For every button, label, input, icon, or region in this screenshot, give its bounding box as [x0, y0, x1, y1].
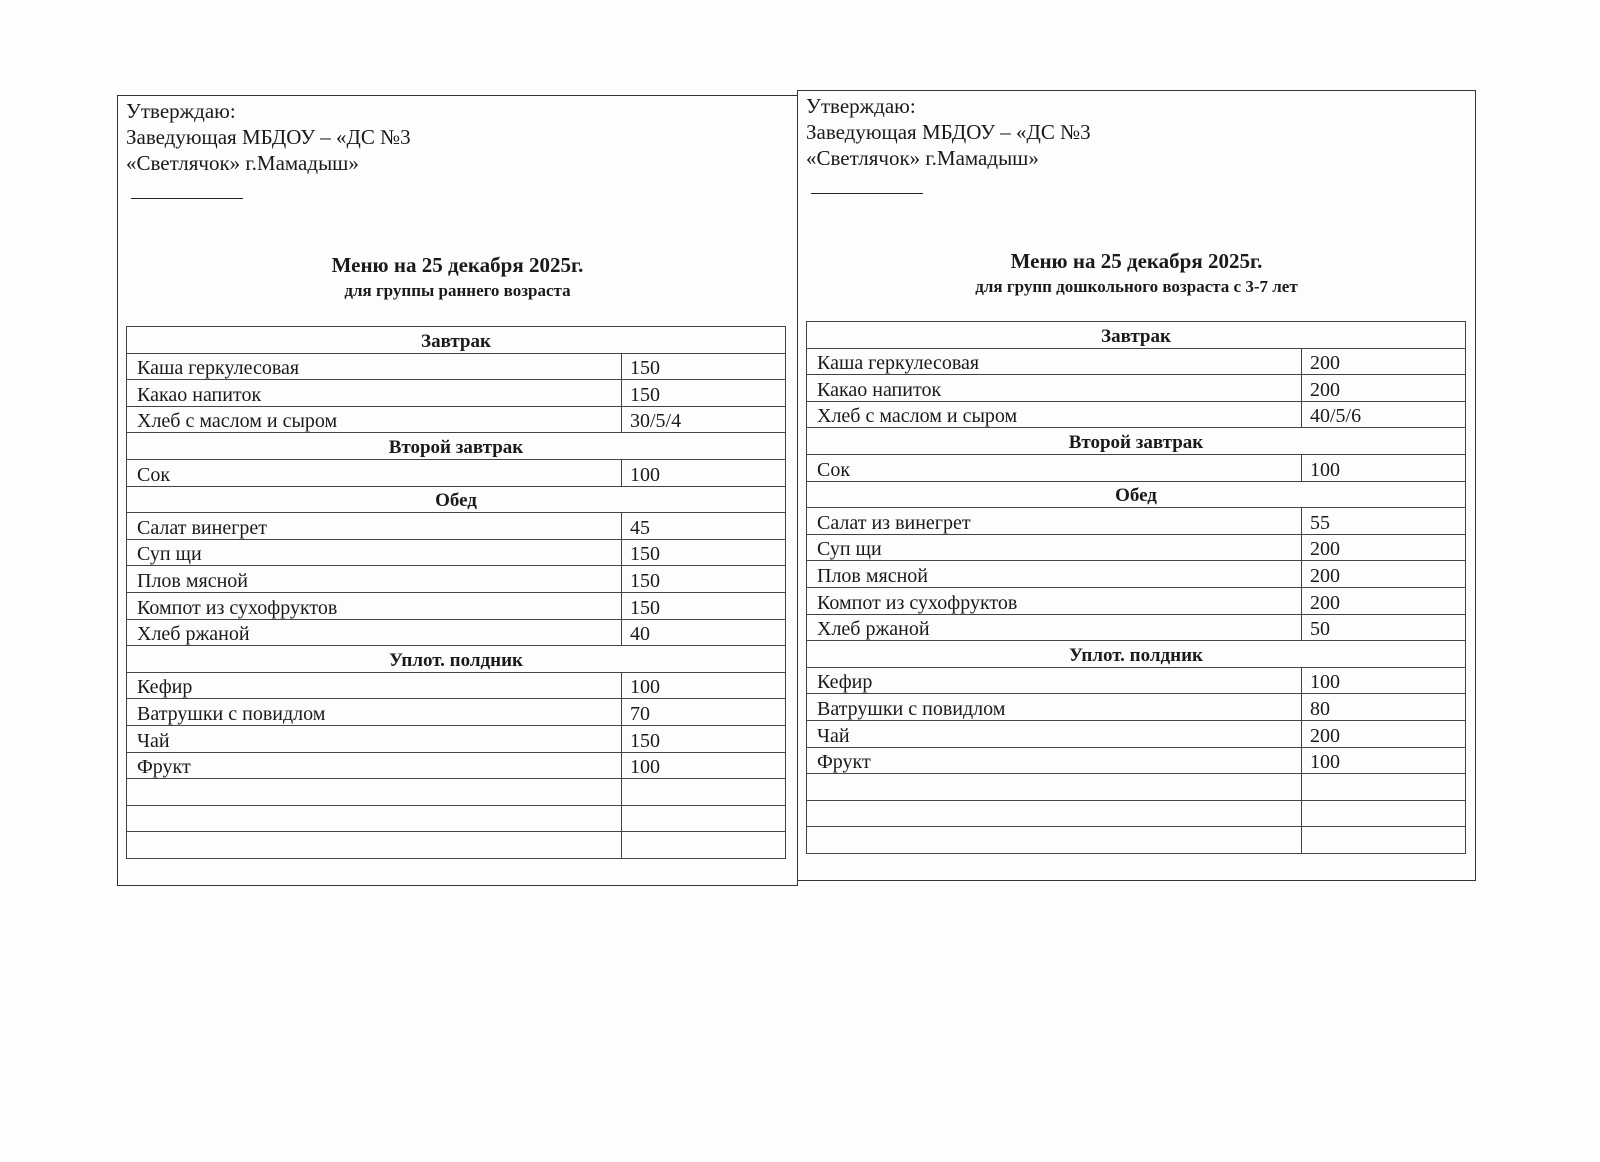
- table-row: [127, 832, 786, 859]
- portion-value: 100: [622, 672, 786, 699]
- table-row: [807, 348, 1466, 375]
- portion-value: 200: [1302, 561, 1466, 588]
- table-row: [127, 353, 786, 380]
- menu-table: [126, 326, 786, 859]
- table-row: [807, 774, 1466, 801]
- dish-name: Хлеб с маслом и сыром: [127, 406, 622, 433]
- dish-name: Чай: [127, 725, 622, 752]
- dish-name: Ватрушки с повидлом: [127, 699, 622, 726]
- section-row: [807, 641, 1466, 668]
- approval-block: [126, 98, 411, 176]
- dish-name: Плов мясной: [127, 566, 622, 593]
- portion-value: 200: [1302, 587, 1466, 614]
- approval-line: «Светлячок» г.Мамадыш»: [806, 146, 1039, 170]
- section-heading: Второй завтрак: [127, 433, 786, 460]
- dish-name: Компот из сухофруктов: [127, 592, 622, 619]
- section-heading: Уплот. полдник: [807, 641, 1466, 668]
- menu-preschool: [797, 90, 1476, 881]
- approval-line: Заведующая МБДОУ – «ДС №3: [806, 120, 1091, 144]
- portion-value: 150: [622, 725, 786, 752]
- dish-name: Плов мясной: [807, 561, 1302, 588]
- dish-name: Сок: [127, 459, 622, 486]
- portion-value: 55: [1302, 508, 1466, 535]
- signature-line: [811, 193, 923, 194]
- table-row: [127, 699, 786, 726]
- dish-name: Фрукт: [807, 747, 1302, 774]
- portion-value: 40/5/6: [1302, 401, 1466, 428]
- portion-value: 80: [1302, 694, 1466, 721]
- section-heading: Завтрак: [127, 327, 786, 354]
- portion-value: 100: [1302, 667, 1466, 694]
- dish-name: Каша геркулесовая: [807, 348, 1302, 375]
- table-row: [807, 747, 1466, 774]
- portion-value: 100: [622, 752, 786, 779]
- table-row: [807, 375, 1466, 402]
- menu-subtitle: для группы раннего возраста: [344, 281, 571, 300]
- section-row: [807, 322, 1466, 349]
- section-row: [807, 428, 1466, 455]
- table-row: [807, 508, 1466, 535]
- dish-name: Хлеб с маслом и сыром: [807, 401, 1302, 428]
- section-heading: Завтрак: [807, 322, 1466, 349]
- section-row: [127, 327, 786, 354]
- table-row: [127, 725, 786, 752]
- table-row: [807, 401, 1466, 428]
- table-row: [127, 672, 786, 699]
- table-row: [807, 694, 1466, 721]
- portion-value: 200: [1302, 348, 1466, 375]
- approval-line: Утверждаю:: [126, 99, 236, 123]
- section-row: [127, 486, 786, 513]
- portion-value: 50: [1302, 614, 1466, 641]
- dish-name: Какао напиток: [127, 380, 622, 407]
- portion-value: 70: [622, 699, 786, 726]
- dish-name: Чай: [807, 720, 1302, 747]
- dish-name: Кефир: [127, 672, 622, 699]
- approval-line: Утверждаю:: [806, 94, 916, 118]
- dish-name: [127, 832, 622, 859]
- table-row: [807, 561, 1466, 588]
- dish-name: Хлеб ржаной: [127, 619, 622, 646]
- portion-value: 100: [1302, 454, 1466, 481]
- portion-value: 40: [622, 619, 786, 646]
- portion-value: [1302, 774, 1466, 801]
- portion-value: 150: [622, 353, 786, 380]
- table-row: [127, 539, 786, 566]
- section-row: [127, 433, 786, 460]
- menu-table: [806, 321, 1466, 854]
- portion-value: 200: [1302, 720, 1466, 747]
- portion-value: [1302, 800, 1466, 827]
- table-row: [807, 587, 1466, 614]
- section-row: [807, 481, 1466, 508]
- portion-value: 100: [622, 459, 786, 486]
- table-row: [127, 779, 786, 806]
- dish-name: [127, 805, 622, 832]
- table-row: [127, 406, 786, 433]
- approval-line: Заведующая МБДОУ – «ДС №3: [126, 125, 411, 149]
- dish-name: Какао напиток: [807, 375, 1302, 402]
- section-row: [127, 646, 786, 673]
- dish-name: Хлеб ржаной: [807, 614, 1302, 641]
- dish-name: Кефир: [807, 667, 1302, 694]
- portion-value: 100: [1302, 747, 1466, 774]
- section-heading: Обед: [807, 481, 1466, 508]
- dish-name: [807, 827, 1302, 854]
- dish-name: Сок: [807, 454, 1302, 481]
- table-row: [127, 752, 786, 779]
- dish-name: [807, 800, 1302, 827]
- menu-subtitle: для групп дошкольного возраста с 3-7 лет: [975, 277, 1298, 296]
- menu-early-age: [117, 95, 798, 886]
- section-heading: Второй завтрак: [807, 428, 1466, 455]
- portion-value: [622, 832, 786, 859]
- portion-value: 45: [622, 513, 786, 540]
- dish-name: Салат из винегрет: [807, 508, 1302, 535]
- dish-name: Каша геркулесовая: [127, 353, 622, 380]
- table-row: [807, 454, 1466, 481]
- dish-name: [127, 779, 622, 806]
- table-row: [127, 459, 786, 486]
- table-row: [807, 827, 1466, 854]
- dish-name: Суп щи: [127, 539, 622, 566]
- dish-name: [807, 774, 1302, 801]
- menu-title: Меню на 25 декабря 2025г.: [1010, 249, 1263, 273]
- portion-value: [622, 805, 786, 832]
- table-row: [807, 667, 1466, 694]
- approval-block: [806, 93, 1091, 171]
- portion-value: 150: [622, 566, 786, 593]
- portion-value: [622, 779, 786, 806]
- portion-value: 150: [622, 539, 786, 566]
- portion-value: 30/5/4: [622, 406, 786, 433]
- portion-value: 200: [1302, 375, 1466, 402]
- table-row: [807, 720, 1466, 747]
- table-row: [127, 619, 786, 646]
- table-row: [127, 513, 786, 540]
- portion-value: 150: [622, 592, 786, 619]
- menu-title: Меню на 25 декабря 2025г.: [331, 253, 584, 277]
- table-row: [127, 566, 786, 593]
- dish-name: Ватрушки с повидлом: [807, 694, 1302, 721]
- portion-value: 150: [622, 380, 786, 407]
- signature-line: [131, 198, 243, 199]
- table-row: [127, 592, 786, 619]
- table-row: [127, 805, 786, 832]
- portion-value: 200: [1302, 534, 1466, 561]
- section-heading: Обед: [127, 486, 786, 513]
- table-row: [807, 800, 1466, 827]
- section-heading: Уплот. полдник: [127, 646, 786, 673]
- dish-name: Салат винегрет: [127, 513, 622, 540]
- portion-value: [1302, 827, 1466, 854]
- dish-name: Фрукт: [127, 752, 622, 779]
- dish-name: Компот из сухофруктов: [807, 587, 1302, 614]
- dish-name: Суп щи: [807, 534, 1302, 561]
- approval-line: «Светлячок» г.Мамадыш»: [126, 151, 359, 175]
- table-row: [807, 534, 1466, 561]
- table-row: [807, 614, 1466, 641]
- table-row: [127, 380, 786, 407]
